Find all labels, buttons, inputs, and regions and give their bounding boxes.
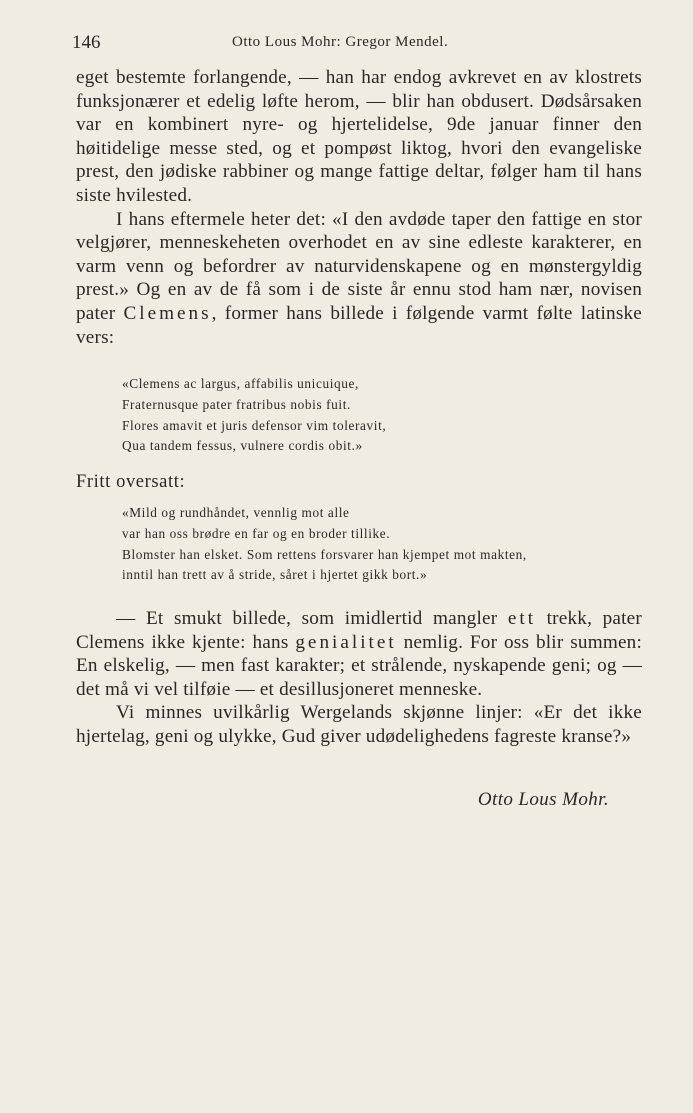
paragraph-portrait [76, 607, 642, 701]
portrait-text-3: nemlig. For oss blir summen: En elskelig, — men fast karakter; et strålende, nyskapende geni; og — det må vi vel tilføie — et desillusjoneret menneske. [76, 631, 642, 700]
verse-line: Flores amavit et juris defensor vim toleravit, [122, 417, 387, 433]
verse-line: Fraternusque pater fratribus nobis fuit. [122, 396, 351, 412]
author-signature: Otto Lous Mohr. [477, 789, 609, 810]
verse-line: var han oss brødre en far og en broder tillike. [122, 525, 391, 541]
paragraph-wergeland: Vi minnes uvilkårlig Wergelands skjønne linjer: «Er det ikke hjertelag, geni og ulykke, Gud giver udødelighedens fagreste kranse?» [76, 702, 642, 747]
paragraph-obduction: eget bestemte forlangende, — han har endog avkrevet en av klostrets funksjonærer et edelig løfte herom, — blir han obdusert. Dødsårsaken var en kombinert nyre- og hjertelidelse, 9de januar finner den høitidelige messe sted, og et pompøst liktog, hvori den evangeliske prest, den jødiske rabbiner og mange fattige deltar, følger ham til hans siste hvilested. [76, 67, 642, 206]
latin-verse [122, 374, 642, 457]
spaced-word-ett: ett [507, 608, 537, 629]
verse-line: «Mild og rundhåndet, vennlig mot alle [122, 505, 350, 520]
page-header [72, 32, 621, 56]
portrait-text-2: trekk, pater Clemens ikke kjente: hans [76, 608, 642, 653]
text-block-upper [76, 66, 642, 349]
paragraph-eulogy [76, 208, 642, 350]
verse-line: inntil han trett av å stride, såret i hjertet gikk bort.» [122, 567, 428, 583]
spaced-word-genialitet: genialitet [295, 631, 397, 653]
verse-line: Qua tandem fessus, vulnere cordis obit.» [122, 438, 363, 454]
spaced-name-clemens: Clemens [123, 302, 212, 324]
eulogy-text-1: I hans eftermele heter det: «I den avdøde taper den fattige en stor velgjører, menneskeheten overhodet en av sine edleste karakterer, en varm venn og befordrer av naturvidenskapene og en mønstergyldig prest.» Og en av de få som i de siste år ennu stod ham nær, novisen pater [76, 208, 642, 324]
portrait-text-1: — Et smukt billede, som imidlertid mangler [116, 608, 508, 629]
verse-line: Blomster han elsket. Som rettens forsvarer han kjempet mot makten, [122, 546, 527, 562]
translation-label: Fritt oversatt: [76, 472, 186, 492]
translated-verse [122, 503, 642, 586]
verse-line: «Clemens ac largus, affabilis unicuique, [122, 376, 359, 391]
text-block-lower [76, 607, 642, 749]
eulogy-text-2: , former hans billede i følgende varmt følte latinske vers: [76, 302, 642, 348]
running-head: Otto Lous Mohr: Gregor Mendel. [232, 34, 449, 50]
page-number: 146 [72, 32, 101, 53]
